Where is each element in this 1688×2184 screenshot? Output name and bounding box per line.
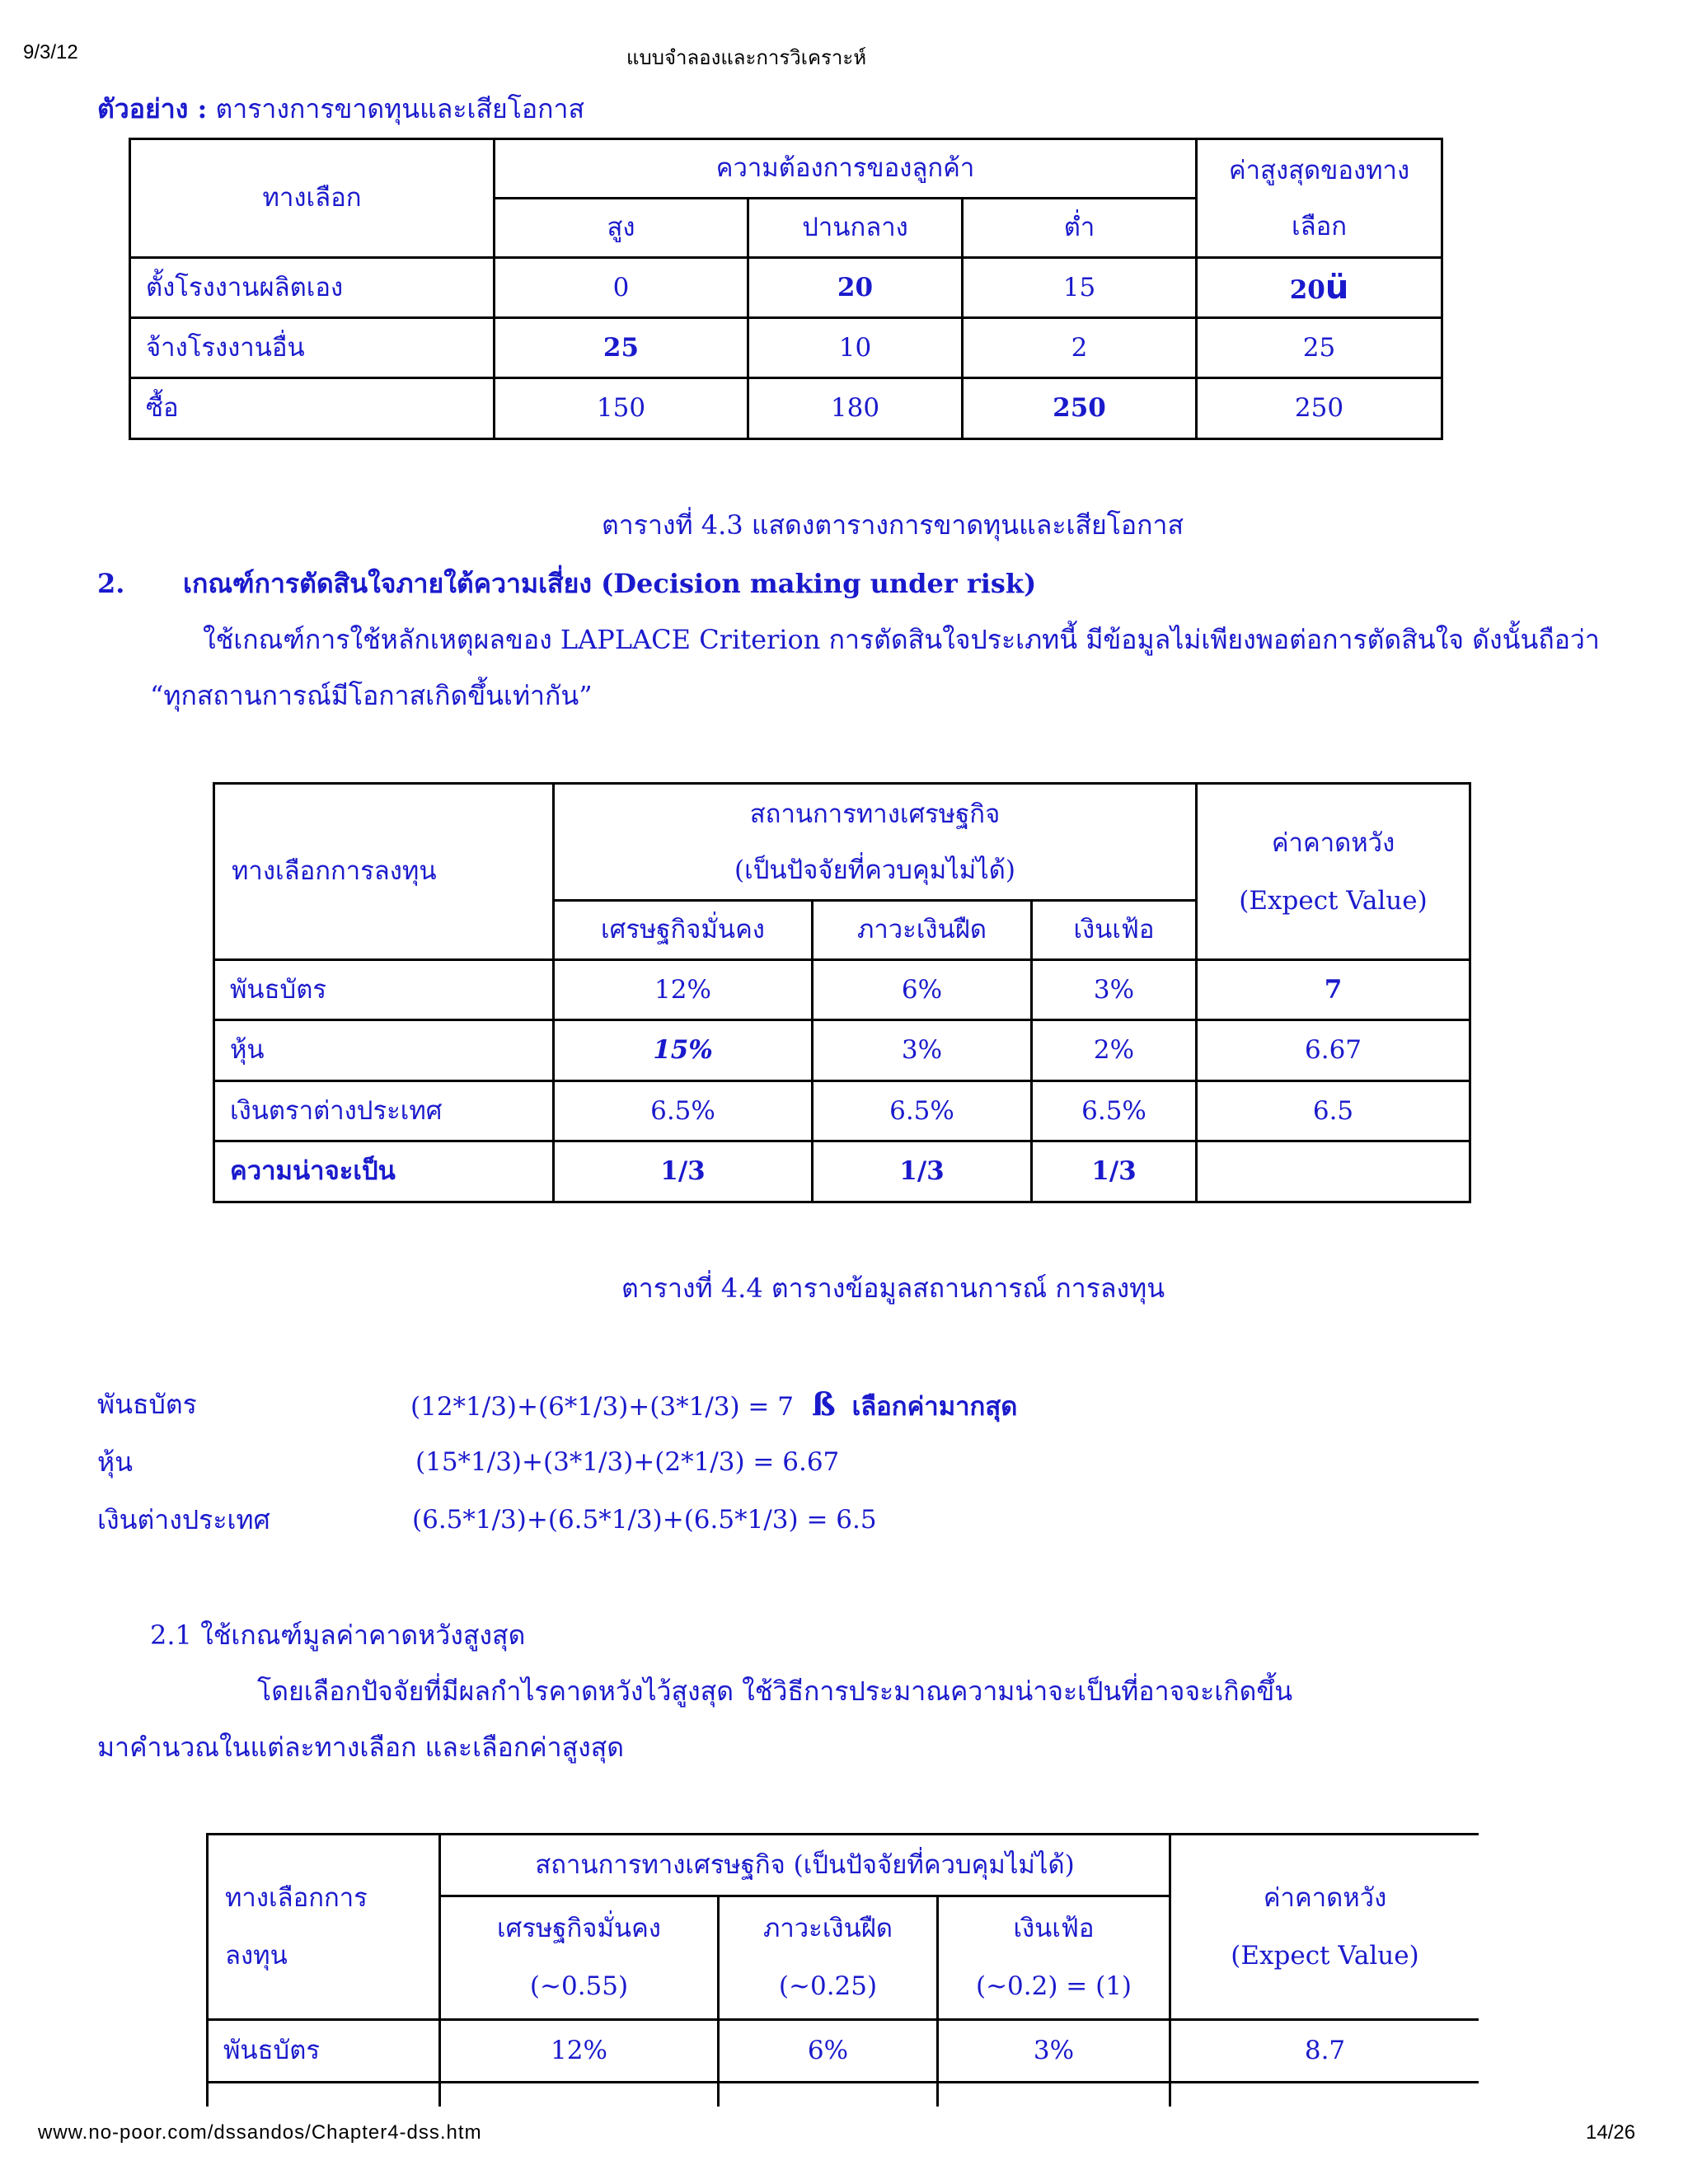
t2-cell: 6.5% [1032,1081,1197,1141]
header-title: แบบจำลองและการวิเคราะห์ [626,47,867,69]
t1-cell: 25 [495,318,748,378]
t2-row-name: ความน่าจะเป็น [214,1141,554,1202]
section21-paragraph-line1: โดยเลือกปัจจัยที่มีผลกำไรคาดหวังไว้สูงสุด ใช้วิธีการประมาณความน่าจะเป็นที่อาจจะเกิดขึ้น [257,1675,1293,1707]
t2-cell: 6.5% [554,1081,813,1141]
t1-cell: 180 [748,378,963,439]
table-row [214,1020,1470,1081]
footer-url: www.no-poor.com/dssandos/Chapter4-dss.htm [38,2121,482,2144]
table1-caption: ตารางที่ 4.3 แสดงตารางการขาดทุนและเสียโอกาส [602,509,1184,541]
section2-paragraph-line1: ใช้เกณฑ์การใช้หลักเหตุผลของ LAPLACE Criterion การตัดสินใจประเภทนี้ มีข้อมูลไม่เพียงพอต่อการตัดสินใจ ดังนั้นถือว่า [203,624,1600,655]
header-date: 9/3/12 [23,41,78,63]
calc-label: พันธบัตร [97,1389,197,1420]
t2-head-economy: สถานการทางเศรษฐกิจ (เป็นปัจจัยที่ควบคุมไม่ได้) [554,784,1197,901]
table-row [130,318,1442,378]
section2-title: เกณฑ์การตัดสินใจภายใต้ความเสี่ยง (Decision making under risk) [183,568,1037,599]
t2-cell-ev: 7 [1197,960,1470,1020]
t1-row-name: จ้างโรงงานอื่น [130,318,495,378]
table-row [130,258,1442,318]
table-row [130,378,1442,439]
t1-row-name: ซื้อ [130,378,495,439]
t1-max-value: 20 [1289,275,1325,305]
table-row [214,1081,1470,1141]
t2-cell: 6% [813,960,1032,1020]
table-row [214,1141,1470,1202]
t1-cell: 20 [748,258,963,318]
t1-cell: 15 [963,258,1197,318]
t2-head-expected-value: ค่าคาดหวัง (Expect Value) [1197,784,1470,960]
t2-row-name: หุ้น [214,1020,554,1081]
example-text: ตารางการขาดทุนและเสียโอกาส [215,93,585,124]
t2-row-name: เงินตราต่างประเทศ [214,1081,554,1141]
t2-cell: 3% [1032,960,1197,1020]
t3-sub-deflation: ภาวะเงินฝืด (~0.25) [719,1896,938,2019]
t1-cell: 250 [963,378,1197,439]
t2-sub-deflation: ภาวะเงินฝืด [813,901,1032,960]
t2-cell: 6.5% [813,1081,1032,1141]
calc-label: หุ้น [97,1446,133,1478]
t3-sub-stable: เศรษฐกิจมั่นคง (~0.55) [440,1896,719,2019]
t3-head-economy: สถานการทางเศรษฐกิจ (เป็นปัจจัยที่ควบคุมไม่ได้) [440,1835,1170,1896]
t2-sub-inflation: เงินเฟ้อ [1032,901,1197,960]
calc-equation: (15*1/3)+(3*1/3)+(2*1/3) = 6.67 [415,1447,840,1477]
t3-cell: 12% [440,2019,719,2082]
t3-cell: 3% [938,2019,1170,2082]
loss-opportunity-table [129,138,1443,440]
t3-empty-cell [719,2082,938,2107]
section2-paragraph-line2: “ทุกสถานการณ์มีโอกาสเกิดขึ้นเท่ากัน” [150,680,593,711]
t1-head-alternative: ทางเลือก [130,139,495,258]
t2-cell-ev [1197,1141,1470,1202]
t2-cell: 3% [813,1020,1032,1081]
t1-sub-high: สูง [495,199,748,258]
table-row [214,960,1470,1020]
laplace-investment-table [213,782,1471,1203]
table-row [208,2019,1479,2082]
t3-sub-inflation: เงินเฟ้อ (~0.2) = (1) [938,1896,1170,2019]
t1-cell-max [1197,258,1442,318]
t2-cell: 1/3 [813,1141,1032,1202]
t2-cell: 2% [1032,1020,1197,1081]
t2-cell-ev: 6.67 [1197,1020,1470,1081]
calc-equation: (12*1/3)+(6*1/3)+(3*1/3) = 7 ß เลือกค่ามากสุด [410,1385,1018,1422]
t1-cell: 2 [963,318,1197,378]
t1-sub-low: ต่ำ [963,199,1197,258]
t3-empty-cell [208,2082,440,2107]
t1-cell-max: 250 [1197,378,1442,439]
t1-row-name: ตั้งโรงงานผลิตเอง [130,258,495,318]
t2-head-alternative: ทางเลือกการลงทุน [214,784,554,960]
t3-head-expected-value: ค่าคาดหวัง (Expect Value) [1170,1835,1479,2020]
t3-head-alternative: ทางเลือกการ ลงทุน [208,1835,440,2020]
t2-row-name: พันธบัตร [214,960,554,1020]
t3-empty-cell [1170,2082,1479,2107]
t1-head-max: ค่าสูงสุดของทาง เลือก [1197,139,1442,258]
t2-cell: 1/3 [1032,1141,1197,1202]
check-mark-icon: ü [1325,269,1349,307]
calc-note: เลือกค่ามากสุด [851,1392,1018,1422]
t1-sub-medium: ปานกลาง [748,199,963,258]
example-heading [97,92,584,125]
footer-page-number: 14/26 [1586,2121,1636,2144]
t1-head-demand: ความต้องการของลูกค้า [495,139,1197,199]
t3-empty-cell [938,2082,1170,2107]
section21-title: 2.1 ใช้เกณฑ์มูลค่าคาดหวังสูงสุด [150,1619,526,1651]
t2-sub-stable: เศรษฐกิจมั่นคง [554,901,813,960]
t1-cell-max: 25 [1197,318,1442,378]
example-label: ตัวอย่าง : [97,93,208,124]
expected-value-table [206,1833,1479,2107]
t2-cell: 12% [554,960,813,1020]
section2-number: 2. [97,568,125,599]
t2-cell: 1/3 [554,1141,813,1202]
table-row [208,2082,1479,2107]
t1-cell: 150 [495,378,748,439]
t3-cell: 6% [719,2019,938,2082]
calc-label: เงินต่างประเทศ [97,1504,270,1535]
t2-cell: 15% [554,1020,813,1081]
t1-cell: 0 [495,258,748,318]
t3-empty-cell [440,2082,719,2107]
t3-cell-ev: 8.7 [1170,2019,1479,2082]
arrow-left-icon: ß [811,1385,836,1422]
section21-paragraph-line2: มาคำนวณในแต่ละทางเลือก และเลือกค่าสูงสุด [97,1732,625,1763]
t3-row-name: พันธบัตร [208,2019,440,2082]
calc-equation: (6.5*1/3)+(6.5*1/3)+(6.5*1/3) = 6.5 [412,1505,877,1535]
t2-cell-ev: 6.5 [1197,1081,1470,1141]
table3-clip [206,1833,1479,2107]
table2-caption: ตารางที่ 4.4 ตารางข้อมูลสถานการณ์ การลงทุน [621,1272,1165,1304]
t1-cell: 10 [748,318,963,378]
